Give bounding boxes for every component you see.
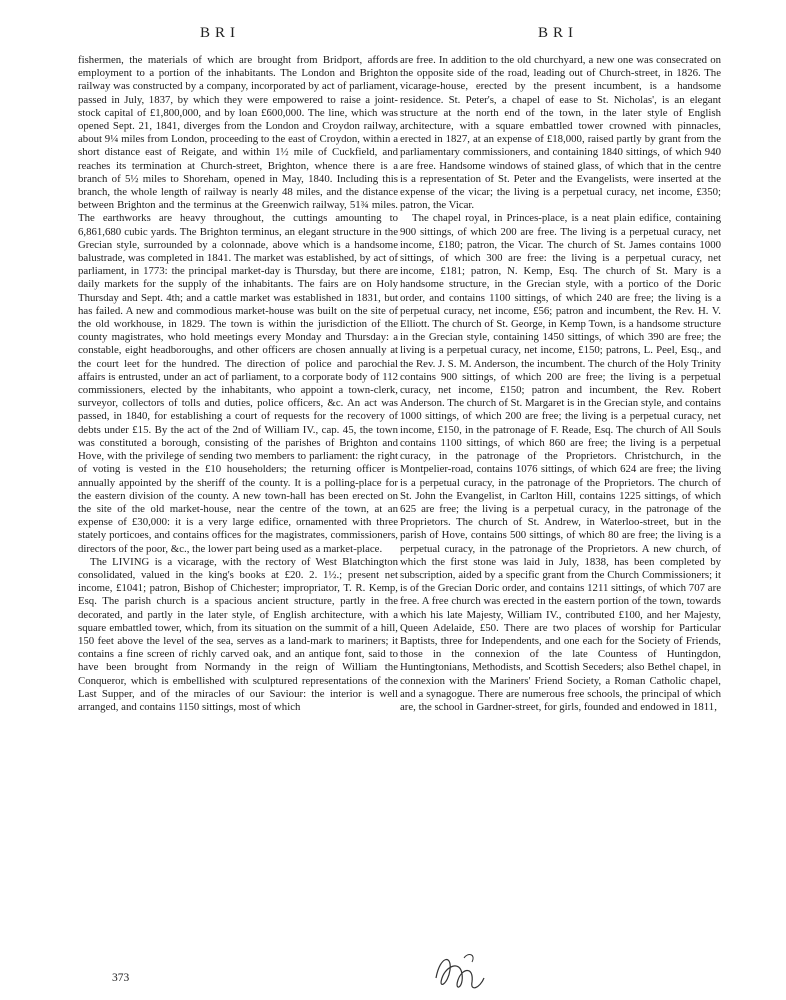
handwritten-scribble [428,948,498,996]
paragraph: The LIVING is a vicarage, with the rectory of West Blatchington consolidated, valued in the king's books at £20. 2. 1½.; present net income, £1041; patron, Bishop of Chichester; impropriator, T. R. Kemp, Esq. The parish church is a spacious ancient structure, partly in the decorated, and partly in the later style, of English architecture, with a square embattled tower, which, from its situation on the summit of a hill, 150 feet above the level of the sea, serves as a land-mark to mariners; it contains a fine screen of richly carved oak, and an antique font, said to have been brought from Normandy in the reign of William the Conqueror, which is embellished with sculptured representations of the Last Supper, and of the miracles of our Saviour: the interior is well arranged, and contains 1150 sittings, most of which [78,555,398,713]
paragraph: fishermen, the materials of which are brought from Bridport, affords employment to a portion of the inhabitants. The London and Brighton railway was constructed by a company, incorporated by act of parliament, passed in July, 1837, by which they were empowered to raise a joint-stock capital of £1,800,000, and by loan £600,000. The line, which was opened Sept. 21, 1841, diverges from the London and Croydon railway, about 9¼ miles from London, proceeding to the east of Croydon, within a short distance east of Reigate, and within 1½ mile of Cuckfield, and reaches its termination at Church-street, Brighton, whence there is a branch of 5½ miles to Shoreham, opened in May, 1840. Including this branch, the whole length of railway is nearly 48 miles, and the distance between Brighton and the terminus at the Greenwich railway, 51¾ miles. The earthworks are heavy throughout, the cuttings amounting to 6,861,680 cubic yards. The Brighton terminus, an elegant structure in the Grecian style, surrounded by a colonnade, above which is a handsome balustrade, was completed in 1841. The market was established, by act of parliament, in 1773: the principal market-day is Thursday, but there are daily markets for the supply of the inhabitants. The fairs are on Holy Thursday and Sept. 4th; and a cattle market was established in 1831, but has failed. A new and commodious market-house was built on the site of the old workhouse, in 1829. The town is within the jurisdiction of the county magistrates, who hold meetings every Monday and Thursday: a constable, eight headboroughs, and other officers are chosen annually at the court leet for the hundred. The direction of police and parochial affairs is entrusted, under an act of parliament, to a corporate body of 112 commissioners, elected by the inhabitants, who appoint a town-clerk, surveyor, collectors of tolls and duties, police officers, &c. An act was passed, in 1840, for establishing a court of requests for the recovery of debts under £15. By the act of the 2nd of William IV., cap. 45, the town was constituted a borough, consisting of the parishes of Brighton and Hove, with the privilege of sending two members to parliament: the right of voting is vested in the £10 householders; the returning officer is annually appointed by the sheriff of the county. It is a polling-place for the eastern division of the county. A new town-hall has been erected on the site of the old market-house, near the centre of the town, at an expense of £30,000: it is a very large edifice, ornamented with three stately porticoes, and contains offices for the magistrates, commissioners, directors of the poor, &c., the lower part being used as a market-place. [78,54,398,555]
running-head-right: BRI [538,25,579,41]
page-number: 373 [112,972,130,984]
paragraph: The chapel royal, in Princes-place, is a neat plain edifice, containing 900 sittings, of which 200 are free. The living is a perpetual curacy, net income, £180; patron, the Vicar. The church of St. James contains 1000 sittings, of which 300 are free: the living is a perpetual curacy, net income, £181; patron, N. Kemp, Esq. The church of St. Mary is a handsome structure, in the Grecian style, with a portico of the Doric order, and contains 1100 sittings, of which 240 are free; the living is a perpetual curacy, net income, £56; patron and incumbent, the Rev. H. V. Elliott. The church of St. George, in Kemp Town, is a handsome structure in the Grecian style, containing 1450 sittings, of which 390 are free; the living is a perpetual curacy, net income, £150; patrons, L. Peel, Esq., and the Rev. J. S. M. Anderson, the incumbent. The church of the Holy Trinity contains 900 sittings, of which 200 are free; the living is a perpetual curacy, net income, £150; patron and incumbent, the Rev. Robert Anderson. The church of St. Margaret is in the Grecian style, and contains 1000 sittings, of which 200 are free; the living is a perpetual curacy, net income, £150, in the patronage of F. Reade, Esq. The church of All Souls contains 1100 sittings, of which 860 are free; the living is a perpetual curacy, in the patronage of the Proprietors. Christchurch, in the Montpelier-road, contains 1076 sittings, of which 624 are free; the living is a perpetual curacy, in the patronage of the Proprietors. The church of St. John the Evangelist, in Carlton Hill, contains 1225 sittings, of which 625 are free; the living is a perpetual curacy, in the patronage of the Proprietors. The church of St. Andrew, in Waterloo-street, but in the parish of Hove, contains 500 sittings, of which 80 are free; the living is a perpetual curacy, in the patronage of the Proprietors. A new church, of which the first stone was laid in July, 1838, has been completed by subscription, aided by a specific grant from the Church Commissioners; it is of the Grecian Doric order, and contains 1211 sittings, of which 707 are free. A free church was erected in the eastern portion of the town, towards which his late Majesty, William IV., contributed £100, and her Majesty, Queen Adelaide, £50. There are two places of worship for Particular Baptists, three for Independents, and one each for the Society of Friends, those in the connexion of the late Countess of Huntingdon, Huntingtonians, Methodists, and Scottish Seceders; also Bethel chapel, in connexion with the Mariners' Friend Society, a Roman Catholic chapel, and a synagogue. There are numerous free schools, the principal of which are, the school in Gardner-street, for girls, founded and endowed in 1811, [400,212,721,713]
right-column [400,54,721,714]
paragraph: are free. In addition to the old churchyard, a new one was consecrated on the opposite side of the road, leading out of Church-street, in 1826. The vicarage-house, erected by the present incumbent, is a handsome residence. St. Peter's, a chapel of ease to St. Nicholas', is an elegant structure at the north end of the town, in the later style of English architecture, with a square embattled tower crowned with pinnacles, erected in 1827, at an expense of £18,000, raised partly by grant from the parliamentary commissioners, and containing 1840 sittings, of which 940 are free. Handsome windows of stained glass, of which that in the centre is a representation of St. Peter and the Evangelists, were inserted at the expense of the vicar; the living is a perpetual curacy, net income, £350; patron, the Vicar. [400,54,721,212]
running-head-left: BRI [200,25,241,41]
left-column [78,54,398,714]
